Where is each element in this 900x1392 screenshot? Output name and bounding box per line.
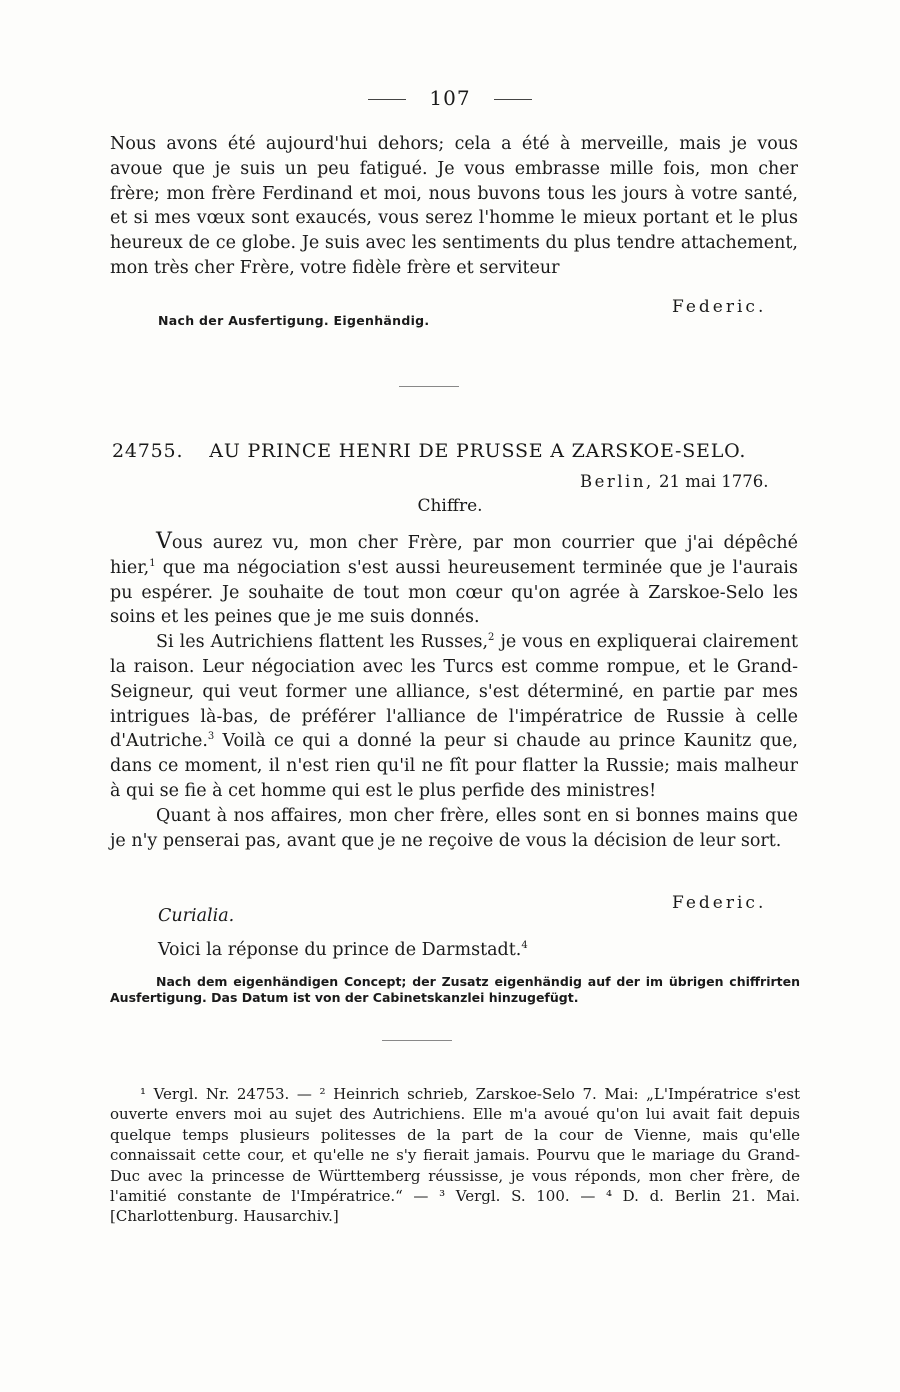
footnote-text: ¹ Vergl. Nr. 24753. — ² Heinrich schrieb, Zarskoe-Selo 7. Mai: „L'Impératrice s'est ouverte envers moi au sujet des Autrichiens. Elle m'a avoué qu'on lui avait fait depuis quelque temps plusieurs politesses de la part de la cour de Vienne, mais qu'elle connaissait cette cour, et qu'elle ne s'y fierait jamais. Pourvu que le mariage du Grand-Duc avec la princesse de Württemberg réussisse, je vous réponds, mon cher frère, de l'amitié constante de l'Impératrice.“ — ³ Vergl. S. 100. — ⁴ D. d. Berlin 21. Mai. [Charlottenburg. Hausarchiv.] [110, 1085, 800, 1226]
paragraph-2-text-a: Si les Autrichiens flattent les Russes, [156, 632, 489, 653]
paragraph-1-text-b: que ma négociation s'est aussi heureusement terminée que je l'aurais pu espérer. Je souhaite de tout mon cœur qu'on agrée à Zarskoe-Selo les soins et les peines que je me suis donnés. [110, 557, 798, 628]
letter-1-paragraph: Nous avons été aujourd'hui dehors; cela a été à merveille, mais je vous avoue que je suis un peu fatigué. Je vous embrasse mille fois, mon cher frère; mon frère Ferdinand et moi, nous buvons tous les jours à votre santé, et si mes vœux sont exaucés, vous serez l'homme le mieux portant et le plus heureux de ce globe. Je suis avec les sentiments du plus tendre attachement, mon très cher Frère, votre fidèle frère et serviteur [110, 134, 798, 278]
section-divider [399, 386, 459, 387]
paragraph-1-text-a: ous aurez vu, mon cher Frère, par mon courrier que j'ai dépêché hier, [110, 533, 798, 578]
initial-letter: V [156, 529, 172, 554]
letter-2-source-text: Nach dem eigenhändigen Concept; der Zusatz eigenhändig auf der im übrigen chiffrirten Ausfertigung. Das Datum ist von der Cabinetskanzlei hinzugefügt. [110, 974, 800, 1005]
curialia: Curialia. [158, 906, 235, 926]
paragraph-2-text-c: Voilà ce qui a donné la peur si chaude au prince Kaunitz que, dans ce moment, il n'est rien qu'il ne fît pour flatter la Russie; mais malheur à qui se fie à cet homme qui est le plus perfide des ministres! [110, 731, 798, 801]
footnote-ref-3: 3 [207, 731, 215, 743]
footnote-ref-2: 2 [488, 632, 495, 644]
letter-2-paragraph-2 [110, 630, 798, 804]
cipher-note: Chiffre. [417, 496, 483, 516]
dateline-place: Berlin, [580, 472, 654, 491]
footnote-divider [382, 1040, 452, 1041]
page-header [0, 86, 900, 110]
paragraph-2-text-b: je vous en expliquerai clairement la raison. Leur négociation avec les Turcs est comme rompue, et le Grand-Seigneur, qui veut former une alliance, s'est déterminé, en partie par mes intrigues là-bas, de préférer l'alliance de l'impératrice de Russie à celle d'Autriche. [110, 632, 798, 752]
letter-2-paragraph-1 [110, 530, 798, 630]
letter-number: 24755. [112, 440, 184, 462]
footnote-ref-1: 1 [149, 557, 156, 569]
letter-1-signature: Federic. [672, 297, 767, 317]
postscript [158, 940, 528, 960]
header-dash-left [368, 99, 406, 100]
dateline-date: 21 mai 1776. [658, 472, 769, 491]
page-number: 107 [429, 86, 471, 110]
footnotes [110, 1084, 800, 1227]
letter-1-body [110, 132, 798, 281]
letter-1-source-note: Nach der Ausfertigung. Eigenhändig. [158, 313, 430, 328]
header-dash-right [494, 99, 532, 100]
letter-2-signature: Federic. [672, 893, 767, 913]
letter-2-heading [112, 440, 800, 462]
postscript-text: Voici la réponse du prince de Darmstadt. [158, 940, 522, 960]
letter-title: AU PRINCE HENRI DE PRUSSE A ZARSKOE-SELO. [209, 440, 747, 462]
dateline [580, 472, 768, 491]
letter-2-body [110, 530, 798, 853]
letter-2-source-note [110, 974, 800, 1006]
letter-2-paragraph-3: Quant à nos affaires, mon cher frère, elles sont en si bonnes mains que je n'y penserai pas, avant que je ne reçoive de vous la décision de leur sort. [110, 805, 798, 851]
footnote-ref-4: 4 [521, 940, 528, 951]
